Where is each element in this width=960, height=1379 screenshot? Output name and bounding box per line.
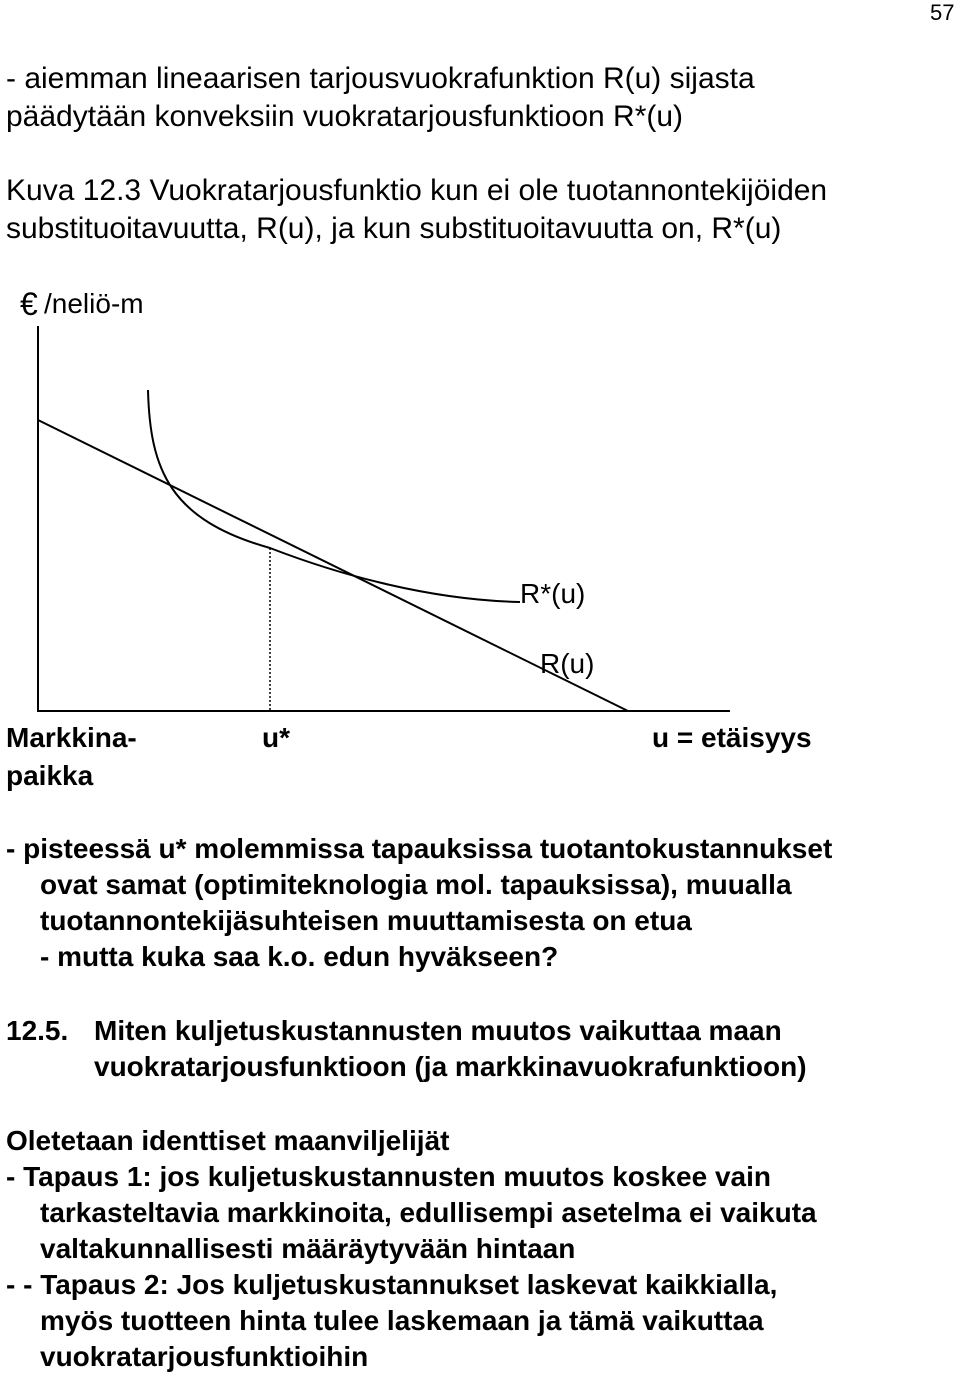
body2-line-5: - - Tapaus 2: Jos kuljetuskustannukset laskevat kaikkialla, <box>6 1269 778 1300</box>
bullet-1-line-4: - mutta kuka saa k.o. edun hyväkseen? <box>40 941 559 972</box>
section-title-line-1: Miten kuljetuskustannusten muutos vaikuttaa maan <box>94 1015 782 1046</box>
x-axis-label: u = etäisyys <box>652 722 812 753</box>
origin-label-line-2: paikka <box>6 760 94 791</box>
y-axis-label: /neliö-m <box>44 288 144 319</box>
origin-label-line-1: Markkina- <box>6 722 137 753</box>
bullet-1-line-1: - pisteessä u* molemmissa tapauksissa tuotantokustannukset <box>6 833 833 864</box>
intro-line-1: - aiemman lineaarisen tarjousvuokrafunktion R(u) sijasta <box>6 62 755 95</box>
intro-line-2: päädytään konveksiin vuokratarjousfunktioon R*(u) <box>6 100 684 133</box>
convex-rent-curve <box>148 390 520 602</box>
page-number: 57 <box>930 0 955 25</box>
section-title-line-2: vuokratarjousfunktioon (ja markkinavuokrafunktioon) <box>94 1051 807 1082</box>
bullet-1-line-3: tuotannontekijäsuhteisen muuttamisesta on etua <box>40 905 692 936</box>
body2-line-3: tarkasteltavia markkinoita, edullisempi asetelma ei vaikuta <box>40 1197 817 1228</box>
linear-curve-label: R(u) <box>540 648 595 679</box>
body2-line-2: - Tapaus 1: jos kuljetuskustannusten muutos koskee vain <box>6 1161 772 1192</box>
convex-curve-label: R*(u) <box>520 578 586 609</box>
body2-line-4: valtakunnallisesti määräytyvään hintaan <box>40 1233 576 1264</box>
euro-icon: € <box>20 286 38 322</box>
body2-line-7: vuokratarjousfunktioihin <box>40 1341 369 1372</box>
ustar-label: u* <box>262 722 290 753</box>
body2-line-6: myös tuotteen hinta tulee laskemaan ja tämä vaikuttaa <box>40 1305 764 1336</box>
figure-caption-line-1: Kuva 12.3 Vuokratarjousfunktio kun ei ole tuotannontekijöiden <box>6 174 828 207</box>
body2-line-1: Oletetaan identtiset maanviljelijät <box>6 1125 450 1156</box>
section-number: 12.5. <box>6 1015 69 1046</box>
bullet-1-line-2: ovat samat (optimiteknologia mol. tapauksissa), muualla <box>40 869 792 900</box>
figure-caption-line-2: substituoitavuutta, R(u), ja kun substituoitavuutta on, R*(u) <box>6 212 782 245</box>
